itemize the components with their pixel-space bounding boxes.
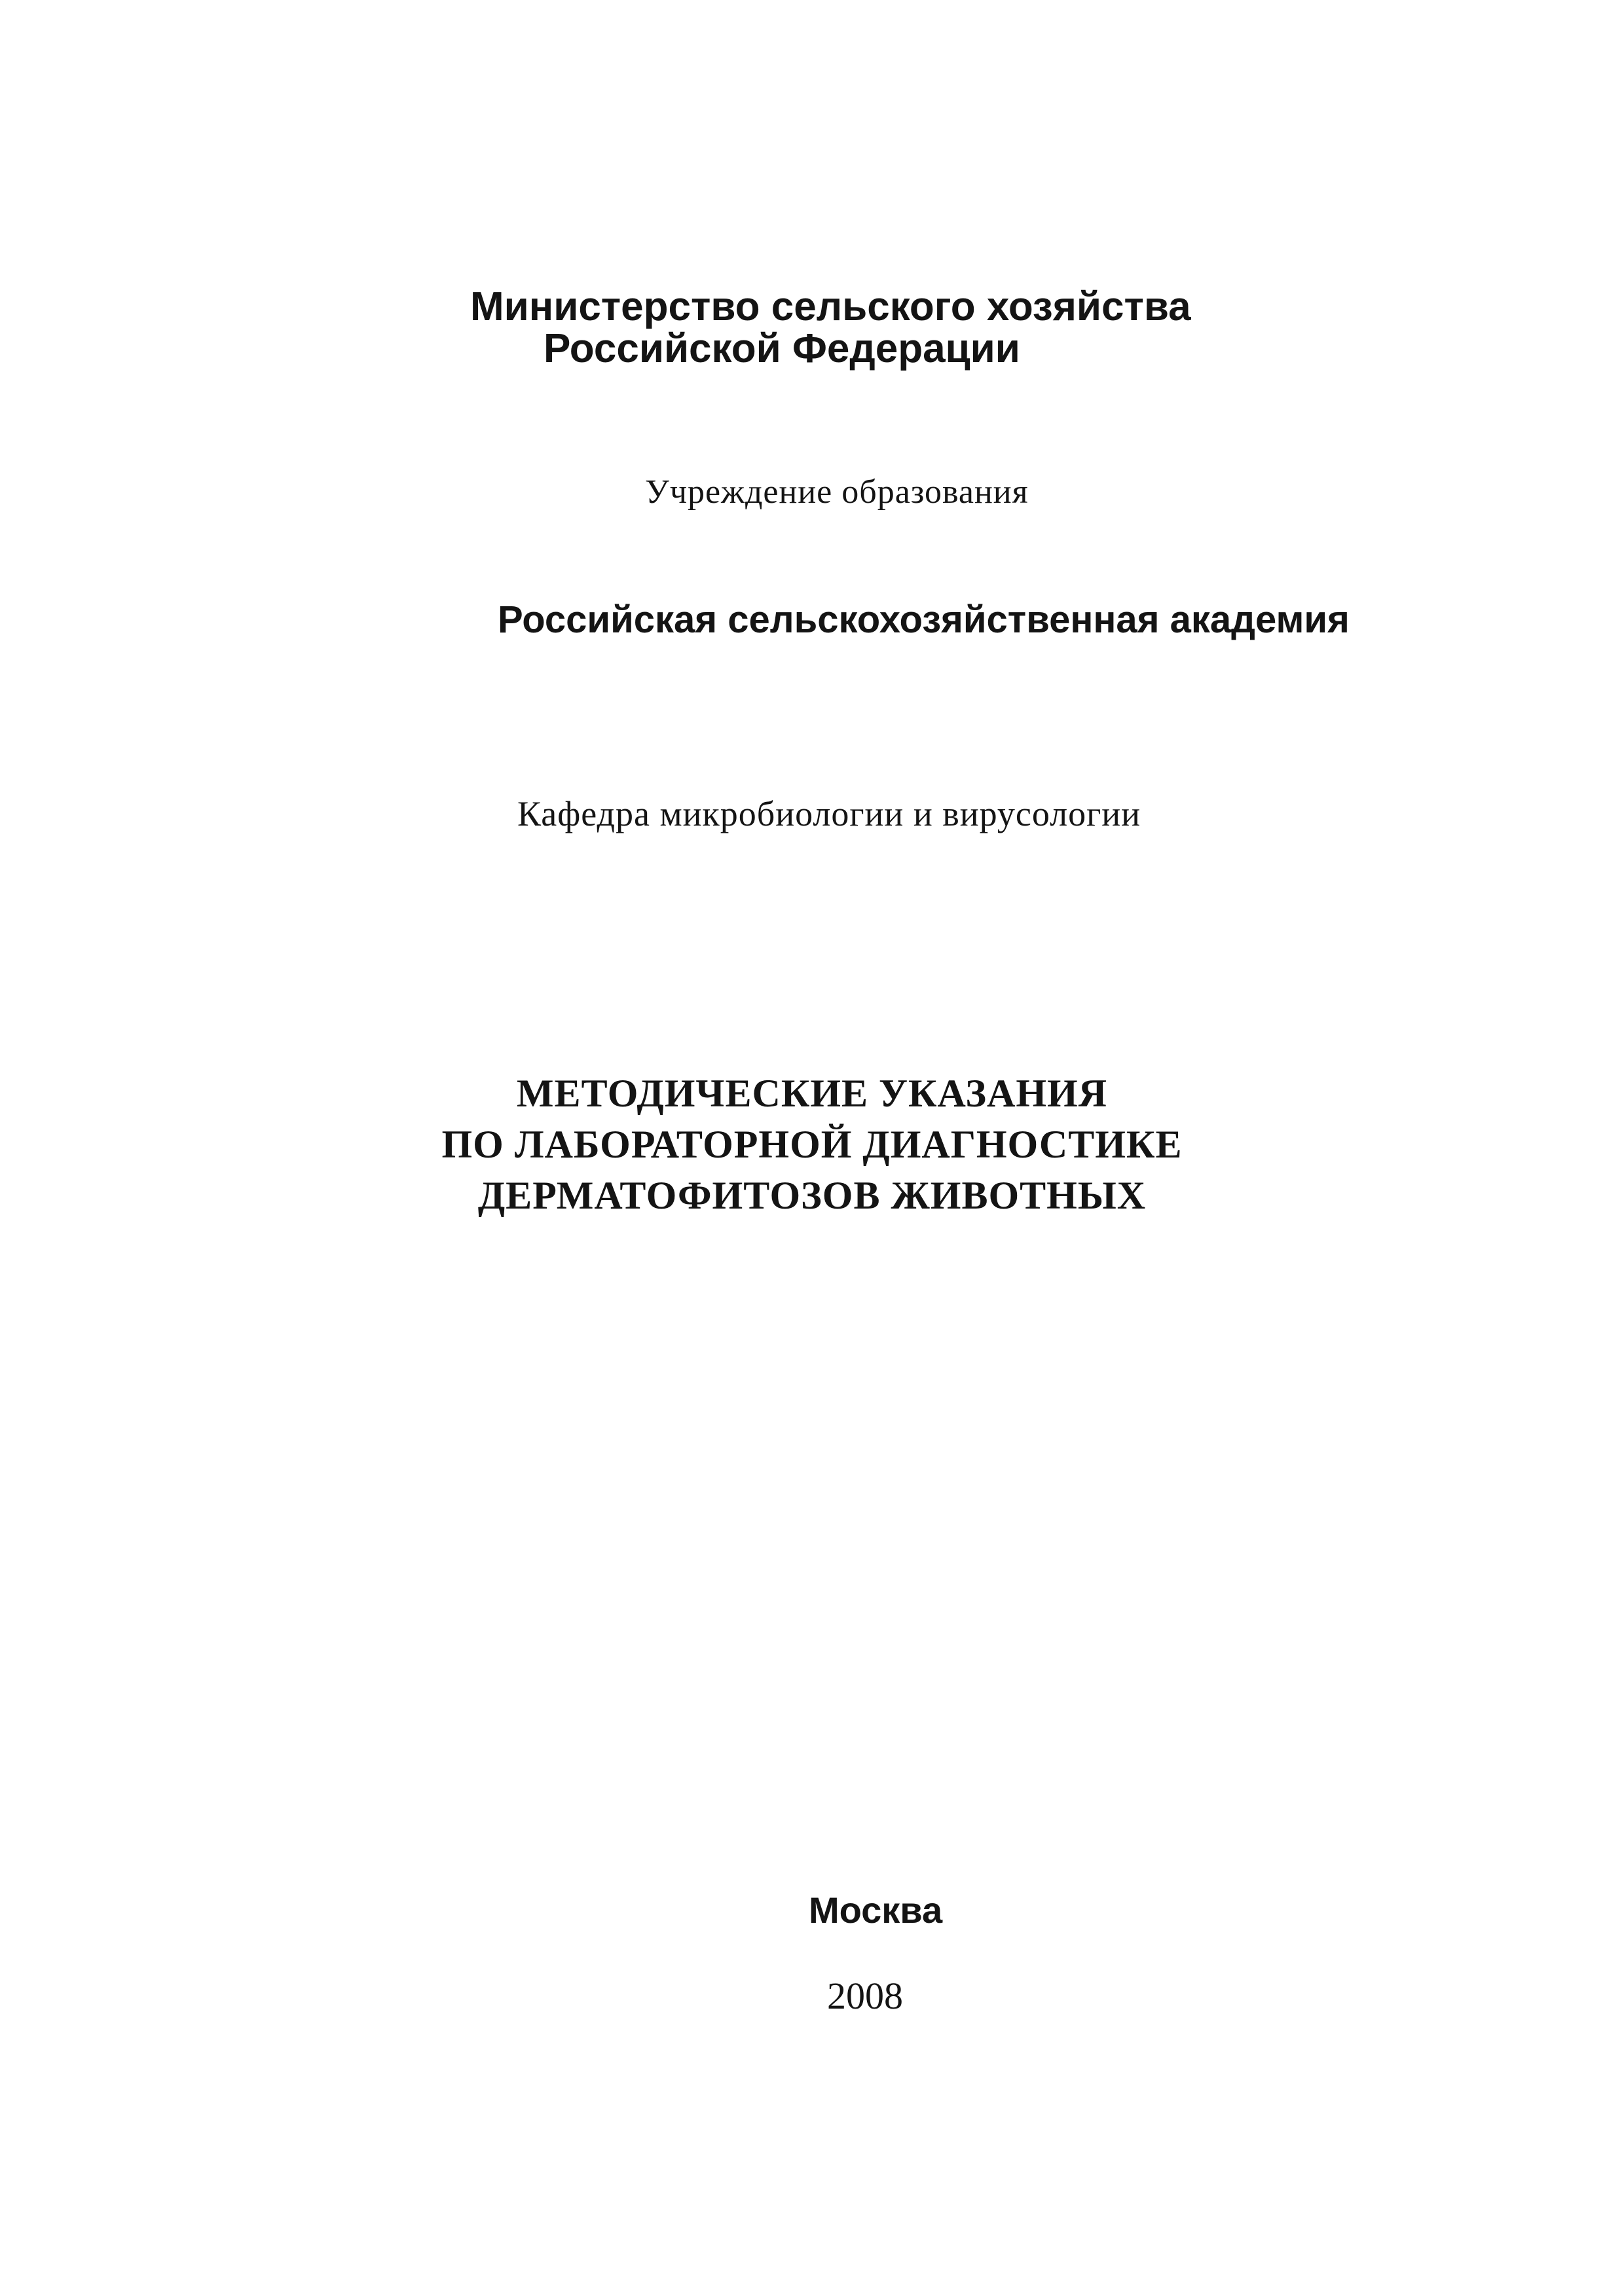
title-line-3: ДЕРМАТОФИТОЗОВ ЖИВОТНЫХ — [477, 1174, 1147, 1217]
academy-name: Российская сельскохозяйственная академия — [498, 598, 1350, 641]
ministry-line-1: Министерство сельского хозяйства — [470, 284, 1191, 329]
ministry-line-2: Российской Федерации — [544, 326, 1020, 371]
title-line-1: МЕТОДИЧЕСКИЕ УКАЗАНИЯ — [516, 1072, 1108, 1115]
city: Москва — [809, 1889, 943, 1931]
department-name: Кафедра микробиологии и вирусологии — [517, 794, 1141, 833]
institution-label: Учреждение образования — [645, 473, 1029, 511]
title-line-2: ПО ЛАБОРАТОРНОЙ ДИАГНОСТИКЕ — [441, 1123, 1183, 1166]
year: 2008 — [827, 1975, 903, 2017]
